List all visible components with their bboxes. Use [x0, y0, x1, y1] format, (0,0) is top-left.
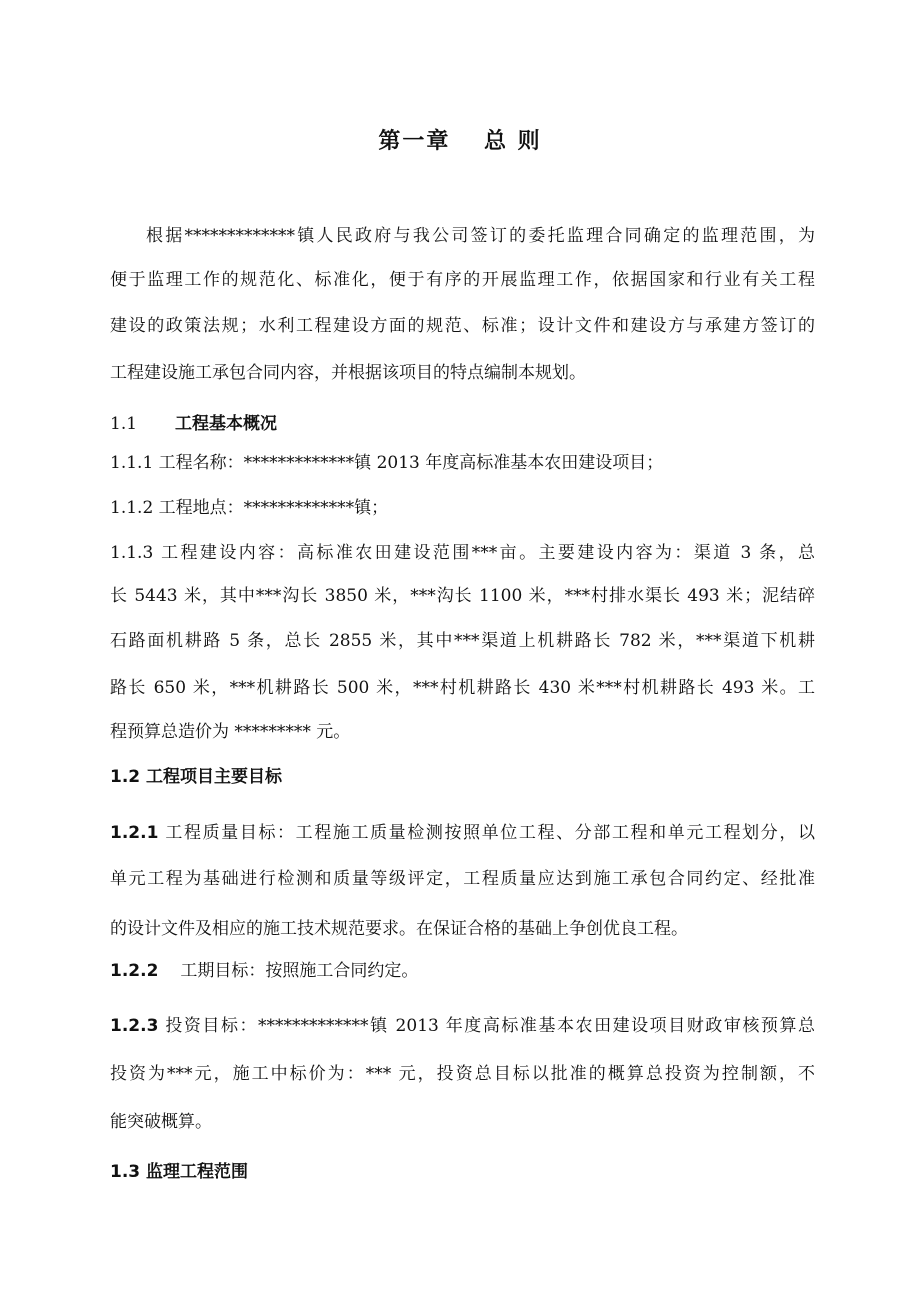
- item-1-1-3-line-5: 程预算总造价为 ********* 元。: [110, 722, 351, 742]
- item-1-1-3-line-4: 路长 650 米，***机耕路长 500 米，***村机耕路长 430 米***村机耕路长 493 米。工: [110, 678, 815, 698]
- item-1-1-3-line-3: 石路面机耕路 5 条，总长 2855 米，其中***渠道上机耕路长 782 米，***渠道下机耕: [110, 631, 815, 651]
- item-1-2-1-line-2: 单元工程为基础进行检测和质量等级评定，工程质量应达到施工承包合同约定、经批准: [110, 869, 815, 889]
- item-1-2-1-line-3: 的设计文件及相应的施工技术规范要求。在保证合格的基础上争创优良工程。: [110, 919, 688, 939]
- section-1-1-title: 工程基本概况: [175, 414, 278, 434]
- item-1-1-1: 1.1.1 工程名称：*************镇 2013 年度高标准基本农田建设项目；: [110, 453, 664, 473]
- item-1-2-1-text: 工程质量目标：工程施工质量检测按照单位工程、分部工程和单元工程划分，以: [158, 823, 815, 843]
- item-1-2-2: [110, 959, 815, 983]
- item-1-2-3-line-2: 投资为***元，施工中标价为：*** 元，投资总目标以批准的概算总投资为控制额，不: [110, 1064, 815, 1084]
- item-1-2-2-number: 1.2.2: [110, 961, 159, 981]
- intro-line-4: 工程建设施工承包合同内容，并根据该项目的特点编制本规划。: [110, 363, 586, 383]
- item-1-2-2-text: 工期目标：按照施工合同约定。: [180, 961, 419, 981]
- item-1-2-3-text: 投资目标：*************镇 2013 年度高标准基本农田建设项目财政审核预算总: [158, 1016, 815, 1036]
- item-1-1-3-line-1: 1.1.3 工程建设内容：高标准农田建设范围***亩。主要建设内容为：渠道 3 条，总: [110, 543, 815, 563]
- intro-line-1: 根据*************镇人民政府与我公司签订的委托监理合同确定的监理范围，为: [146, 226, 815, 246]
- section-1-1-heading: [110, 412, 815, 436]
- item-1-2-3-line-3: 能突破概算。: [110, 1112, 212, 1132]
- intro-line-2: 便于监理工作的规范化、标准化，便于有序的开展监理工作，依据国家和行业有关工程: [110, 270, 815, 290]
- section-1-2-heading: 1.2 工程项目主要目标: [110, 767, 283, 787]
- intro-line-3: 建设的政策法规；水利工程建设方面的规范、标准；设计文件和建设方与承建方签订的: [110, 316, 815, 336]
- item-1-2-1-line-1: [110, 821, 815, 845]
- item-1-1-3-line-2: 长 5443 米，其中***沟长 3850 米，***沟长 1100 米，***村排水渠长 493 米；泥结碎: [110, 586, 815, 606]
- item-1-2-3-line-1: [110, 1014, 815, 1038]
- chapter-title: 第一章 总 则: [378, 129, 542, 154]
- section-1-3-heading: 1.3 监理工程范围: [110, 1162, 249, 1182]
- item-1-2-1-number: 1.2.1: [110, 823, 159, 843]
- section-1-1-number: 1.1: [110, 414, 138, 434]
- item-1-1-2: 1.1.2 工程地点：*************镇；: [110, 498, 389, 518]
- item-1-2-3-number: 1.2.3: [110, 1016, 159, 1036]
